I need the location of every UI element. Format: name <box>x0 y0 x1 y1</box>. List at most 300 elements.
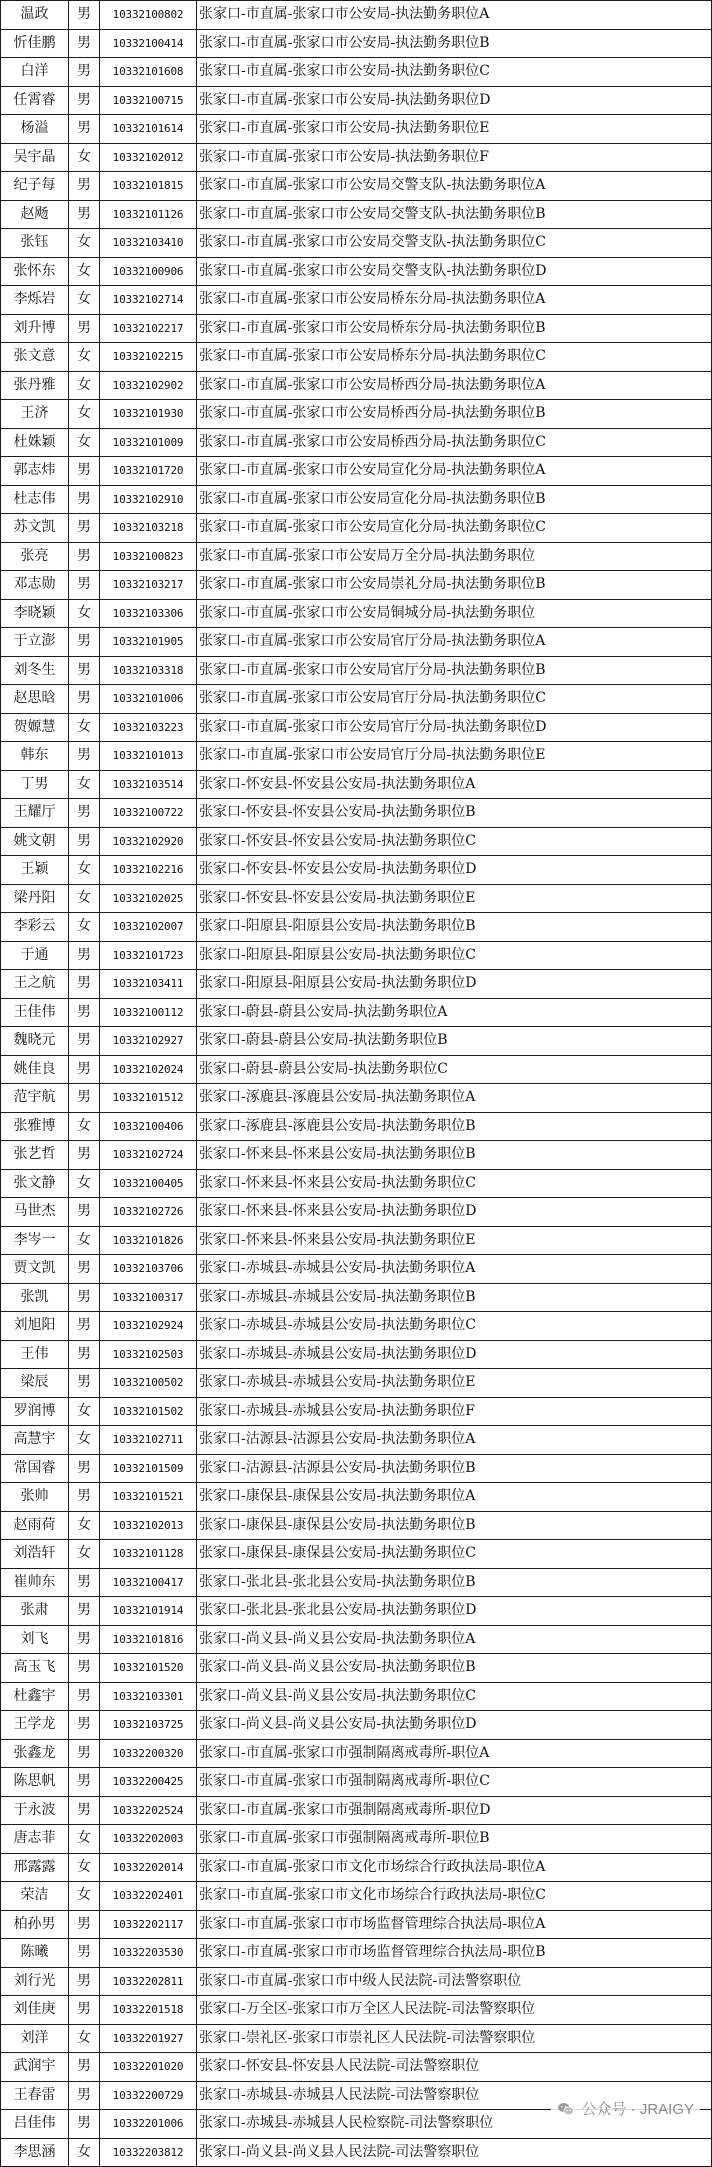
position-name: 张家口-张北县-张北县公安局-执法勤务职位B <box>197 1568 712 1597</box>
candidate-gender: 男 <box>69 1198 100 1227</box>
candidate-gender: 女 <box>69 229 100 258</box>
candidate-name: 温政 <box>1 1 69 30</box>
table-row <box>1 1796 712 1825</box>
table-row <box>1 656 712 685</box>
candidate-gender: 女 <box>69 713 100 742</box>
table-row <box>1 799 712 828</box>
position-name: 张家口-怀来县-怀来县公安局-执法勤务职位B <box>197 1141 712 1170</box>
position-name: 张家口-市直属-张家口市公安局-执法勤务职位E <box>197 115 712 144</box>
candidate-name: 于立澎 <box>1 628 69 657</box>
candidate-gender: 男 <box>69 1454 100 1483</box>
candidate-name: 贾文凯 <box>1 1255 69 1284</box>
position-name: 张家口-赤城县-赤城县公安局-执法勤务职位B <box>197 1283 712 1312</box>
candidate-gender: 女 <box>69 2138 100 2167</box>
exam-id: 10332102025 <box>100 884 197 913</box>
candidate-name: 罗润博 <box>1 1397 69 1426</box>
candidate-name: 唐志菲 <box>1 1825 69 1854</box>
candidate-name: 张文意 <box>1 343 69 372</box>
exam-id: 10332101520 <box>100 1654 197 1683</box>
exam-id: 10332100406 <box>100 1112 197 1141</box>
candidate-gender: 女 <box>69 1882 100 1911</box>
exam-id: 10332100417 <box>100 1568 197 1597</box>
table-row <box>1 941 712 970</box>
position-name: 张家口-市直属-张家口市公安局宣化分局-执法勤务职位B <box>197 485 712 514</box>
candidate-name: 赵雨荷 <box>1 1511 69 1540</box>
position-name: 张家口-怀安县-怀安县公安局-执法勤务职位E <box>197 884 712 913</box>
candidate-gender: 男 <box>69 1312 100 1341</box>
position-name: 张家口-市直属-张家口市强制隔离戒毒所-职位A <box>197 1739 712 1768</box>
exam-id: 10332200729 <box>100 2081 197 2110</box>
candidate-name: 王春雷 <box>1 2081 69 2110</box>
exam-id: 10332100414 <box>100 29 197 58</box>
table-row <box>1 998 712 1027</box>
candidate-name: 张艺哲 <box>1 1141 69 1170</box>
exam-id: 10332102724 <box>100 1141 197 1170</box>
position-name: 张家口-市直属-张家口市公安局桥东分局-执法勤务职位A <box>197 286 712 315</box>
table-row <box>1 770 712 799</box>
candidate-name: 贺嫄慧 <box>1 713 69 742</box>
table-row <box>1 1768 712 1797</box>
candidate-name: 吴宇晶 <box>1 143 69 172</box>
candidate-name: 纪子每 <box>1 172 69 201</box>
candidate-name: 赵思晗 <box>1 685 69 714</box>
position-name: 张家口-阳原县-阳原县公安局-执法勤务职位D <box>197 970 712 999</box>
exam-id: 10332103410 <box>100 229 197 258</box>
table-row <box>1 29 712 58</box>
candidate-name: 范宇航 <box>1 1084 69 1113</box>
table-row <box>1 314 712 343</box>
candidate-gender: 男 <box>69 1711 100 1740</box>
table-row <box>1 1682 712 1711</box>
table-row <box>1 542 712 571</box>
candidate-name: 刘佳庚 <box>1 1996 69 2025</box>
exam-id: 10332103706 <box>100 1255 197 1284</box>
candidate-name: 忻佳鹏 <box>1 29 69 58</box>
candidate-gender: 女 <box>69 856 100 885</box>
position-name: 张家口-市直属-张家口市公安局交警支队-执法勤务职位B <box>197 200 712 229</box>
exam-id: 10332102216 <box>100 856 197 885</box>
exam-id: 10332103725 <box>100 1711 197 1740</box>
candidate-name: 魏晓元 <box>1 1027 69 1056</box>
candidate-name: 刘旭阳 <box>1 1312 69 1341</box>
exam-id: 10332101930 <box>100 400 197 429</box>
candidate-name: 张帅 <box>1 1483 69 1512</box>
position-name: 张家口-市直属-张家口市公安局交警支队-执法勤务职位D <box>197 257 712 286</box>
exam-id: 10332100405 <box>100 1169 197 1198</box>
table-row <box>1 1112 712 1141</box>
exam-id: 10332102013 <box>100 1511 197 1540</box>
exam-id: 10332100502 <box>100 1369 197 1398</box>
exam-id: 10332101720 <box>100 457 197 486</box>
candidate-gender: 男 <box>69 1939 100 1968</box>
candidate-gender: 男 <box>69 1 100 30</box>
table-row <box>1 86 712 115</box>
candidate-gender: 男 <box>69 742 100 771</box>
roster-body <box>1 1 712 2167</box>
position-name: 张家口-怀来县-怀来县公安局-执法勤务职位E <box>197 1226 712 1255</box>
candidate-gender: 男 <box>69 1369 100 1398</box>
exam-id: 10332203530 <box>100 1939 197 1968</box>
candidate-gender: 男 <box>69 1967 100 1996</box>
candidate-name: 李彩云 <box>1 913 69 942</box>
exam-id: 10332102910 <box>100 485 197 514</box>
candidate-name: 杜志伟 <box>1 485 69 514</box>
position-name: 张家口-康保县-康保县公安局-执法勤务职位C <box>197 1540 712 1569</box>
position-name: 张家口-市直属-张家口市公安局官厅分局-执法勤务职位C <box>197 685 712 714</box>
candidate-gender: 女 <box>69 371 100 400</box>
candidate-name: 郭志炜 <box>1 457 69 486</box>
exam-id: 10332101826 <box>100 1226 197 1255</box>
table-row <box>1 685 712 714</box>
candidate-name: 梁辰 <box>1 1369 69 1398</box>
candidate-name: 刘升博 <box>1 314 69 343</box>
position-name: 张家口-市直属-张家口市公安局交警支队-执法勤务职位C <box>197 229 712 258</box>
position-name: 张家口-尚义县-尚义县公安局-执法勤务职位A <box>197 1625 712 1654</box>
position-name: 张家口-怀来县-怀来县公安局-执法勤务职位C <box>197 1169 712 1198</box>
table-row <box>1 1084 712 1113</box>
candidate-name: 杨溢 <box>1 115 69 144</box>
exam-id: 10332201020 <box>100 2053 197 2082</box>
exam-id: 10332101815 <box>100 172 197 201</box>
table-row <box>1 1283 712 1312</box>
candidate-name: 姚文朝 <box>1 827 69 856</box>
candidate-gender: 男 <box>69 1084 100 1113</box>
exam-id: 10332100112 <box>100 998 197 1027</box>
candidate-name: 杜鑫宇 <box>1 1682 69 1711</box>
position-name: 张家口-市直属-张家口市公安局官厅分局-执法勤务职位A <box>197 628 712 657</box>
candidate-name: 刘飞 <box>1 1625 69 1654</box>
position-name: 张家口-张北县-张北县公安局-执法勤务职位D <box>197 1597 712 1626</box>
position-name: 张家口-尚义县-尚义县公安局-执法勤务职位D <box>197 1711 712 1740</box>
position-name: 张家口-市直属-张家口市公安局桥西分局-执法勤务职位C <box>197 428 712 457</box>
position-name: 张家口-万全区-张家口市万全区人民法院-司法警察职位 <box>197 1996 712 2025</box>
position-name: 张家口-康保县-康保县公安局-执法勤务职位B <box>197 1511 712 1540</box>
position-name: 张家口-市直属-张家口市公安局-执法勤务职位C <box>197 58 712 87</box>
candidate-name: 韩东 <box>1 742 69 771</box>
position-name: 张家口-市直属-张家口市强制隔离戒毒所-职位B <box>197 1825 712 1854</box>
exam-id: 10332100715 <box>100 86 197 115</box>
position-name: 张家口-市直属-张家口市公安局桥东分局-执法勤务职位B <box>197 314 712 343</box>
candidate-name: 李晓颖 <box>1 599 69 628</box>
table-row <box>1 1397 712 1426</box>
candidate-gender: 女 <box>69 2024 100 2053</box>
position-name: 张家口-市直属-张家口市公安局桥西分局-执法勤务职位B <box>197 400 712 429</box>
table-row <box>1 2138 712 2167</box>
exam-id: 10332103318 <box>100 656 197 685</box>
table-row <box>1 1169 712 1198</box>
exam-id: 10332101502 <box>100 1397 197 1426</box>
exam-id: 10332100802 <box>100 1 197 30</box>
table-row <box>1 1426 712 1455</box>
exam-id: 10332200320 <box>100 1739 197 1768</box>
candidate-name: 常国睿 <box>1 1454 69 1483</box>
exam-id: 10332101816 <box>100 1625 197 1654</box>
exam-id: 10332202003 <box>100 1825 197 1854</box>
position-name: 张家口-赤城县-赤城县公安局-执法勤务职位E <box>197 1369 712 1398</box>
position-name: 张家口-崇礼区-张家口市崇礼区人民法院-司法警察职位 <box>197 2024 712 2053</box>
candidate-gender: 男 <box>69 2110 100 2139</box>
table-row <box>1 1654 712 1683</box>
candidate-name: 李岑一 <box>1 1226 69 1255</box>
position-name: 张家口-市直属-张家口市市场监督管理综合执法局-职位B <box>197 1939 712 1968</box>
candidate-gender: 女 <box>69 884 100 913</box>
candidate-gender: 男 <box>69 1796 100 1825</box>
position-name: 张家口-市直属-张家口市公安局万全分局-执法勤务职位 <box>197 542 712 571</box>
candidate-gender: 女 <box>69 1825 100 1854</box>
position-name: 张家口-怀安县-怀安县人民法院-司法警察职位 <box>197 2053 712 2082</box>
candidate-name: 武润宇 <box>1 2053 69 2082</box>
candidate-gender: 女 <box>69 1511 100 1540</box>
candidate-gender: 女 <box>69 599 100 628</box>
exam-id: 10332200425 <box>100 1768 197 1797</box>
candidate-name: 刘行光 <box>1 1967 69 1996</box>
table-row <box>1 172 712 201</box>
candidate-gender: 男 <box>69 1340 100 1369</box>
table-row <box>1 1996 712 2025</box>
candidate-gender: 男 <box>69 172 100 201</box>
table-row <box>1 1939 712 1968</box>
candidate-name: 王济 <box>1 400 69 429</box>
exam-id: 10332101521 <box>100 1483 197 1512</box>
watermark-text: 公众号 · JRAIGY <box>581 2101 694 2118</box>
position-name: 张家口-市直属-张家口市公安局铜城分局-执法勤务职位 <box>197 599 712 628</box>
candidate-name: 王伟 <box>1 1340 69 1369</box>
candidate-gender: 男 <box>69 998 100 1027</box>
exam-id: 10332100823 <box>100 542 197 571</box>
candidate-name: 白洋 <box>1 58 69 87</box>
exam-id: 10332201927 <box>100 2024 197 2053</box>
exam-id: 10332102920 <box>100 827 197 856</box>
position-name: 张家口-赤城县-赤城县公安局-执法勤务职位A <box>197 1255 712 1284</box>
table-row <box>1 1739 712 1768</box>
position-name: 张家口-赤城县-赤城县公安局-执法勤务职位C <box>197 1312 712 1341</box>
table-row <box>1 1312 712 1341</box>
position-name: 张家口-怀安县-怀安县公安局-执法勤务职位B <box>197 799 712 828</box>
candidate-gender: 男 <box>69 2053 100 2082</box>
candidate-gender: 女 <box>69 400 100 429</box>
position-name: 张家口-市直属-张家口市公安局崇礼分局-执法勤务职位B <box>197 571 712 600</box>
candidate-gender: 男 <box>69 1283 100 1312</box>
exam-id: 10332201006 <box>100 2110 197 2139</box>
candidate-gender: 男 <box>69 1027 100 1056</box>
candidate-name: 荣洁 <box>1 1882 69 1911</box>
exam-id: 10332103218 <box>100 514 197 543</box>
table-row <box>1 1483 712 1512</box>
candidate-name: 高慧宇 <box>1 1426 69 1455</box>
exam-id: 10332202014 <box>100 1853 197 1882</box>
candidate-name: 李烁岩 <box>1 286 69 315</box>
candidate-gender: 男 <box>69 1255 100 1284</box>
candidate-gender: 男 <box>69 941 100 970</box>
table-row <box>1 485 712 514</box>
candidate-gender: 女 <box>69 913 100 942</box>
candidate-gender: 女 <box>69 143 100 172</box>
position-name: 张家口-赤城县-赤城县公安局-执法勤务职位F <box>197 1397 712 1426</box>
position-name: 张家口-怀安县-怀安县公安局-执法勤务职位A <box>197 770 712 799</box>
exam-id: 10332101512 <box>100 1084 197 1113</box>
candidate-gender: 男 <box>69 656 100 685</box>
candidate-name: 王佳伟 <box>1 998 69 1027</box>
candidate-gender: 女 <box>69 1112 100 1141</box>
position-name: 张家口-市直属-张家口市公安局宣化分局-执法勤务职位C <box>197 514 712 543</box>
candidate-name: 杜姝颖 <box>1 428 69 457</box>
candidate-name: 王之航 <box>1 970 69 999</box>
table-row <box>1 2024 712 2053</box>
exam-id: 10332103223 <box>100 713 197 742</box>
candidate-gender: 女 <box>69 1540 100 1569</box>
position-name: 张家口-怀来县-怀来县公安局-执法勤务职位D <box>197 1198 712 1227</box>
table-row <box>1 1340 712 1369</box>
table-row <box>1 1967 712 1996</box>
candidate-name: 苏文凯 <box>1 514 69 543</box>
position-name: 张家口-怀安县-怀安县公安局-执法勤务职位C <box>197 827 712 856</box>
candidate-name: 梁丹阳 <box>1 884 69 913</box>
position-name: 张家口-涿鹿县-涿鹿县公安局-执法勤务职位B <box>197 1112 712 1141</box>
candidate-gender: 男 <box>69 29 100 58</box>
candidate-gender: 女 <box>69 257 100 286</box>
table-row <box>1 457 712 486</box>
position-name: 张家口-蔚县-蔚县公安局-执法勤务职位A <box>197 998 712 1027</box>
candidate-name: 吕佳伟 <box>1 2110 69 2139</box>
table-row <box>1 371 712 400</box>
table-row <box>1 514 712 543</box>
table-row <box>1 1882 712 1911</box>
table-row <box>1 1910 712 1939</box>
table-row <box>1 2053 712 2082</box>
exam-id: 10332102726 <box>100 1198 197 1227</box>
candidate-gender: 男 <box>69 1483 100 1512</box>
candidate-gender: 男 <box>69 200 100 229</box>
table-row <box>1 143 712 172</box>
exam-id: 10332103301 <box>100 1682 197 1711</box>
exam-id: 10332102007 <box>100 913 197 942</box>
candidate-name: 张怀东 <box>1 257 69 286</box>
candidate-gender: 女 <box>69 343 100 372</box>
candidate-gender: 女 <box>69 1397 100 1426</box>
table-row <box>1 286 712 315</box>
exam-id: 10332102711 <box>100 1426 197 1455</box>
position-name: 张家口-市直属-张家口市公安局官厅分局-执法勤务职位B <box>197 656 712 685</box>
table-row <box>1 713 712 742</box>
candidate-name: 李思涵 <box>1 2138 69 2167</box>
position-name: 张家口-涿鹿县-涿鹿县公安局-执法勤务职位A <box>197 1084 712 1113</box>
exam-id: 10332101905 <box>100 628 197 657</box>
candidate-gender: 男 <box>69 685 100 714</box>
position-name: 张家口-赤城县-赤城县人民法院-司法警察职位 <box>197 2081 712 2110</box>
candidate-gender: 女 <box>69 770 100 799</box>
position-name: 张家口-市直属-张家口市强制隔离戒毒所-职位C <box>197 1768 712 1797</box>
candidate-name: 张鑫龙 <box>1 1739 69 1768</box>
exam-id: 10332202401 <box>100 1882 197 1911</box>
exam-id: 10332202117 <box>100 1910 197 1939</box>
table-row <box>1 58 712 87</box>
candidate-gender: 男 <box>69 1625 100 1654</box>
table-row <box>1 913 712 942</box>
table-row <box>1 115 712 144</box>
table-row <box>1 1853 712 1882</box>
candidate-gender: 女 <box>69 286 100 315</box>
watermark <box>551 2096 700 2121</box>
exam-id: 10332101723 <box>100 941 197 970</box>
candidate-name: 刘冬生 <box>1 656 69 685</box>
position-name: 张家口-市直属-张家口市强制隔离戒毒所-职位D <box>197 1796 712 1825</box>
exam-id: 10332102927 <box>100 1027 197 1056</box>
position-name: 张家口-阳原县-阳原县公安局-执法勤务职位B <box>197 913 712 942</box>
candidate-gender: 男 <box>69 571 100 600</box>
position-name: 张家口-市直属-张家口市公安局-执法勤务职位F <box>197 143 712 172</box>
exam-id: 10332101126 <box>100 200 197 229</box>
position-name: 张家口-沽源县-沽源县公安局-执法勤务职位A <box>197 1426 712 1455</box>
table-row <box>1 1511 712 1540</box>
candidate-name: 张文静 <box>1 1169 69 1198</box>
candidate-name: 刘洋 <box>1 2024 69 2053</box>
candidate-gender: 男 <box>69 1654 100 1683</box>
candidate-gender: 男 <box>69 514 100 543</box>
position-name: 张家口-市直属-张家口市公安局桥西分局-执法勤务职位A <box>197 371 712 400</box>
candidate-gender: 男 <box>69 970 100 999</box>
candidate-gender: 女 <box>69 1426 100 1455</box>
exam-id: 10332102503 <box>100 1340 197 1369</box>
candidate-gender: 男 <box>69 628 100 657</box>
candidate-name: 张凯 <box>1 1283 69 1312</box>
candidate-gender: 男 <box>69 827 100 856</box>
table-row <box>1 1540 712 1569</box>
candidate-gender: 男 <box>69 58 100 87</box>
exam-id: 10332102714 <box>100 286 197 315</box>
position-name: 张家口-尚义县-尚义县公安局-执法勤务职位C <box>197 1682 712 1711</box>
table-row <box>1 200 712 229</box>
table-row <box>1 229 712 258</box>
exam-id: 10332101128 <box>100 1540 197 1569</box>
candidate-name: 刘浩轩 <box>1 1540 69 1569</box>
position-name: 张家口-尚义县-尚义县人民法院-司法警察职位 <box>197 2138 712 2167</box>
exam-id: 10332102902 <box>100 371 197 400</box>
table-row <box>1 1454 712 1483</box>
table-row <box>1 343 712 372</box>
candidate-name: 张雅博 <box>1 1112 69 1141</box>
exam-id: 10332101006 <box>100 685 197 714</box>
candidate-name: 陈思帆 <box>1 1768 69 1797</box>
candidate-name: 张亮 <box>1 542 69 571</box>
position-name: 张家口-康保县-康保县公安局-执法勤务职位A <box>197 1483 712 1512</box>
table-row <box>1 400 712 429</box>
candidate-gender: 男 <box>69 1682 100 1711</box>
position-name: 张家口-阳原县-阳原县公安局-执法勤务职位C <box>197 941 712 970</box>
exam-id: 10332101914 <box>100 1597 197 1626</box>
candidate-name: 陈曦 <box>1 1939 69 1968</box>
table-row <box>1 571 712 600</box>
position-name: 张家口-市直属-张家口市公安局桥东分局-执法勤务职位C <box>197 343 712 372</box>
position-name: 张家口-市直属-张家口市公安局官厅分局-执法勤务职位E <box>197 742 712 771</box>
candidate-name: 马世杰 <box>1 1198 69 1227</box>
exam-id: 10332103306 <box>100 599 197 628</box>
candidate-name: 王耀厅 <box>1 799 69 828</box>
candidate-name: 邓志勋 <box>1 571 69 600</box>
candidate-gender: 女 <box>69 428 100 457</box>
table-row <box>1 1226 712 1255</box>
wechat-icon <box>557 2100 575 2118</box>
exam-id: 10332203812 <box>100 2138 197 2167</box>
exam-id: 10332102012 <box>100 143 197 172</box>
candidate-name: 任霄睿 <box>1 86 69 115</box>
exam-id: 10332103411 <box>100 970 197 999</box>
exam-id: 10332102924 <box>100 1312 197 1341</box>
exam-id: 10332103514 <box>100 770 197 799</box>
position-name: 张家口-市直属-张家口市公安局交警支队-执法勤务职位A <box>197 172 712 201</box>
exam-id: 10332202524 <box>100 1796 197 1825</box>
candidate-name: 张钰 <box>1 229 69 258</box>
table-row <box>1 1027 712 1056</box>
